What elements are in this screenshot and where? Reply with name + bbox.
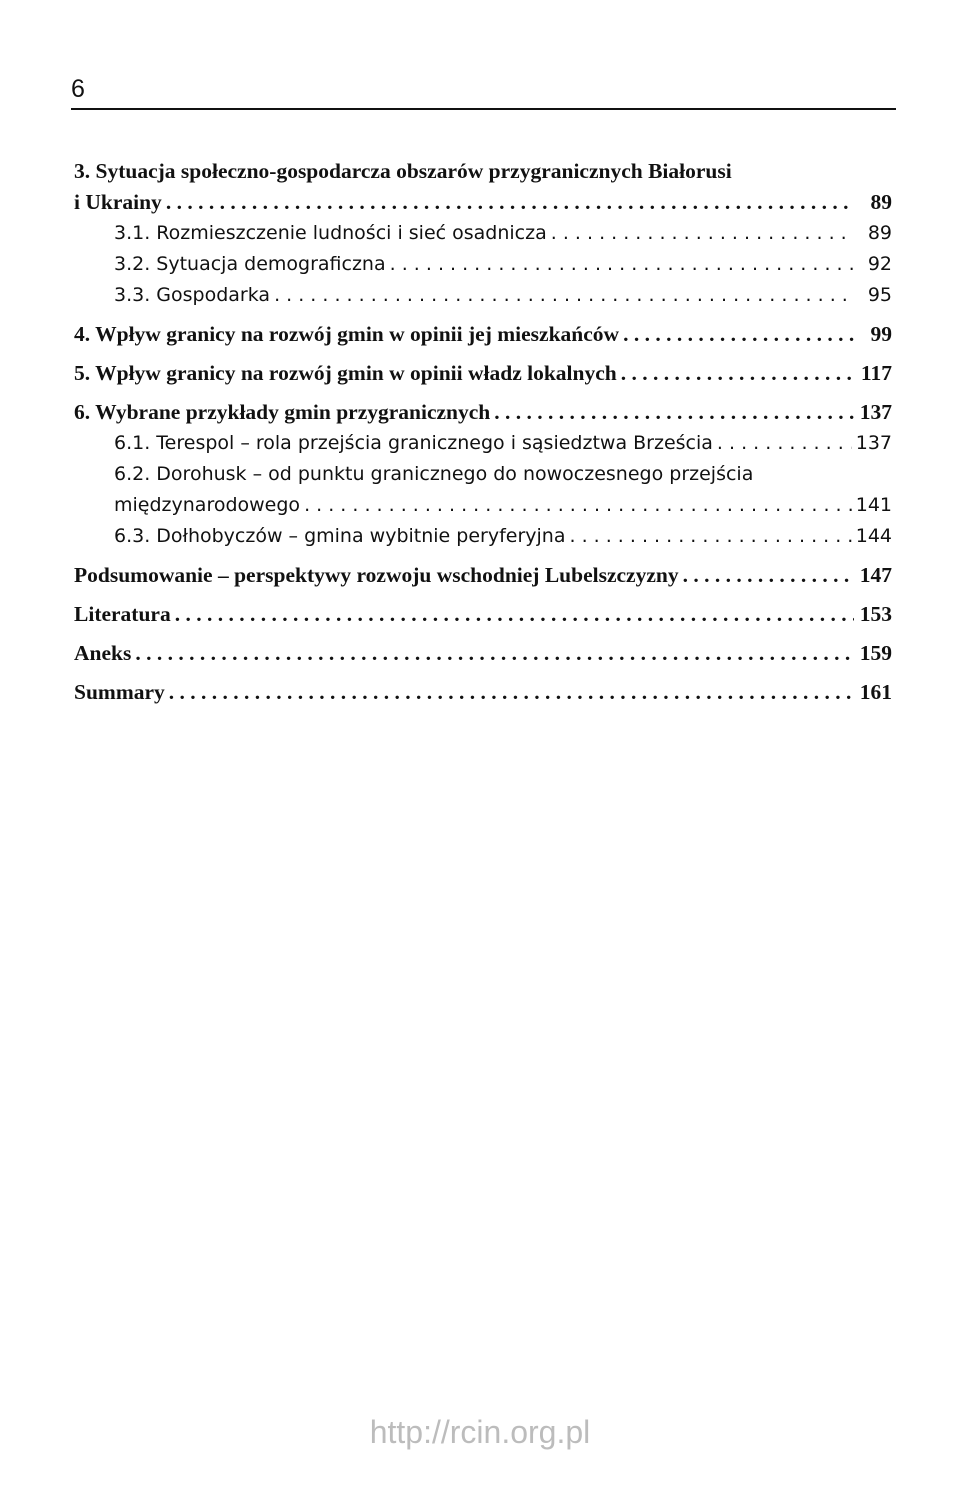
toc-entry-summary[interactable]	[74, 677, 892, 708]
toc-entry-literatura-page: 153	[859, 602, 892, 626]
dot-leader	[621, 358, 854, 389]
toc-entry-3-2-page: 92	[867, 253, 892, 275]
toc-entry-6-2-line1	[74, 459, 892, 490]
toc-entry-6[interactable]	[74, 397, 892, 428]
dot-leader	[551, 218, 854, 249]
dot-leader	[304, 490, 852, 521]
toc-entry-6-3[interactable]	[74, 521, 892, 552]
toc-entry-3[interactable]	[74, 187, 892, 218]
toc-entry-3-3[interactable]	[74, 280, 892, 311]
dot-leader	[175, 599, 854, 630]
dot-leader	[569, 521, 851, 552]
table-of-contents	[74, 156, 892, 708]
dot-leader	[169, 677, 854, 708]
toc-entry-aneks[interactable]	[74, 638, 892, 669]
toc-entry-6-page: 137	[859, 400, 892, 424]
toc-entry-6-1[interactable]	[74, 428, 892, 459]
toc-entry-podsumowanie-page: 147	[859, 563, 892, 587]
toc-entry-6-2-title-cont: międzynarodowego	[114, 494, 301, 516]
toc-entry-5-page: 117	[860, 361, 892, 385]
toc-entry-3-1-page: 89	[867, 222, 892, 244]
toc-entry-6-2[interactable]	[74, 490, 892, 521]
toc-entry-6-2-title: 6.2. Dorohusk – od punktu granicznego do nowoczesnego przejścia	[114, 463, 754, 485]
toc-entry-3-line1	[74, 156, 892, 187]
dot-leader	[274, 280, 854, 311]
dot-leader	[390, 249, 854, 280]
toc-entry-6-title: 6. Wybrane przykłady gmin przygranicznych	[74, 400, 491, 424]
toc-entry-summary-page: 161	[859, 680, 892, 704]
toc-entry-6-3-page: 144	[855, 525, 892, 547]
toc-entry-4-title: 4. Wpływ granicy na rozwój gmin w opinii jej mieszkańców	[74, 322, 620, 346]
toc-entry-6-1-title: 6.1. Terespol – rola przejścia granicznego i sąsiedztwa Brześcia	[114, 432, 713, 454]
toc-entry-aneks-page: 159	[859, 641, 892, 665]
dot-leader	[623, 319, 854, 350]
toc-entry-3-title-cont: i Ukrainy	[74, 190, 162, 214]
toc-entry-summary-title: Summary	[74, 680, 165, 704]
toc-entry-5-title: 5. Wpływ granicy na rozwój gmin w opinii władz lokalnych	[74, 361, 617, 385]
toc-entry-3-3-title: 3.3. Gospodarka	[114, 284, 271, 306]
dot-leader	[166, 187, 854, 218]
toc-entry-3-2[interactable]	[74, 249, 892, 280]
toc-entry-5[interactable]	[74, 358, 892, 389]
page-number: 6	[71, 75, 85, 103]
header-rule	[71, 108, 896, 110]
toc-entry-podsumowanie[interactable]	[74, 560, 892, 591]
toc-entry-podsumowanie-title: Podsumowanie – perspektywy rozwoju wschodniej Lubelszczyzny	[74, 563, 679, 587]
toc-entry-3-3-page: 95	[867, 284, 892, 306]
toc-entry-6-3-title: 6.3. Dołhobyczów – gmina wybitnie peryferyjna	[114, 525, 566, 547]
toc-entry-3-1-title: 3.1. Rozmieszczenie ludności i sieć osadnicza	[114, 222, 547, 244]
footer-url-watermark: http://rcin.org.pl	[369, 1414, 591, 1450]
toc-entry-literatura-title: Literatura	[74, 602, 171, 626]
toc-entry-6-1-page: 137	[855, 432, 892, 454]
dot-leader	[135, 638, 854, 669]
toc-entry-6-2-page: 141	[855, 494, 892, 516]
toc-entry-3-title: 3. Sytuacja społeczno-gospodarcza obszarów przygranicznych Białorusi	[74, 159, 732, 183]
toc-entry-3-1[interactable]	[74, 218, 892, 249]
toc-entry-aneks-title: Aneks	[74, 641, 132, 665]
toc-entry-4-page: 99	[870, 322, 892, 346]
toc-entry-literatura[interactable]	[74, 599, 892, 630]
dot-leader	[717, 428, 852, 459]
dot-leader	[683, 560, 854, 591]
toc-entry-4[interactable]	[74, 319, 892, 350]
toc-entry-3-2-title: 3.2. Sytuacja demograficzna	[114, 253, 386, 275]
dot-leader	[494, 397, 854, 428]
toc-entry-3-page: 89	[870, 190, 892, 214]
